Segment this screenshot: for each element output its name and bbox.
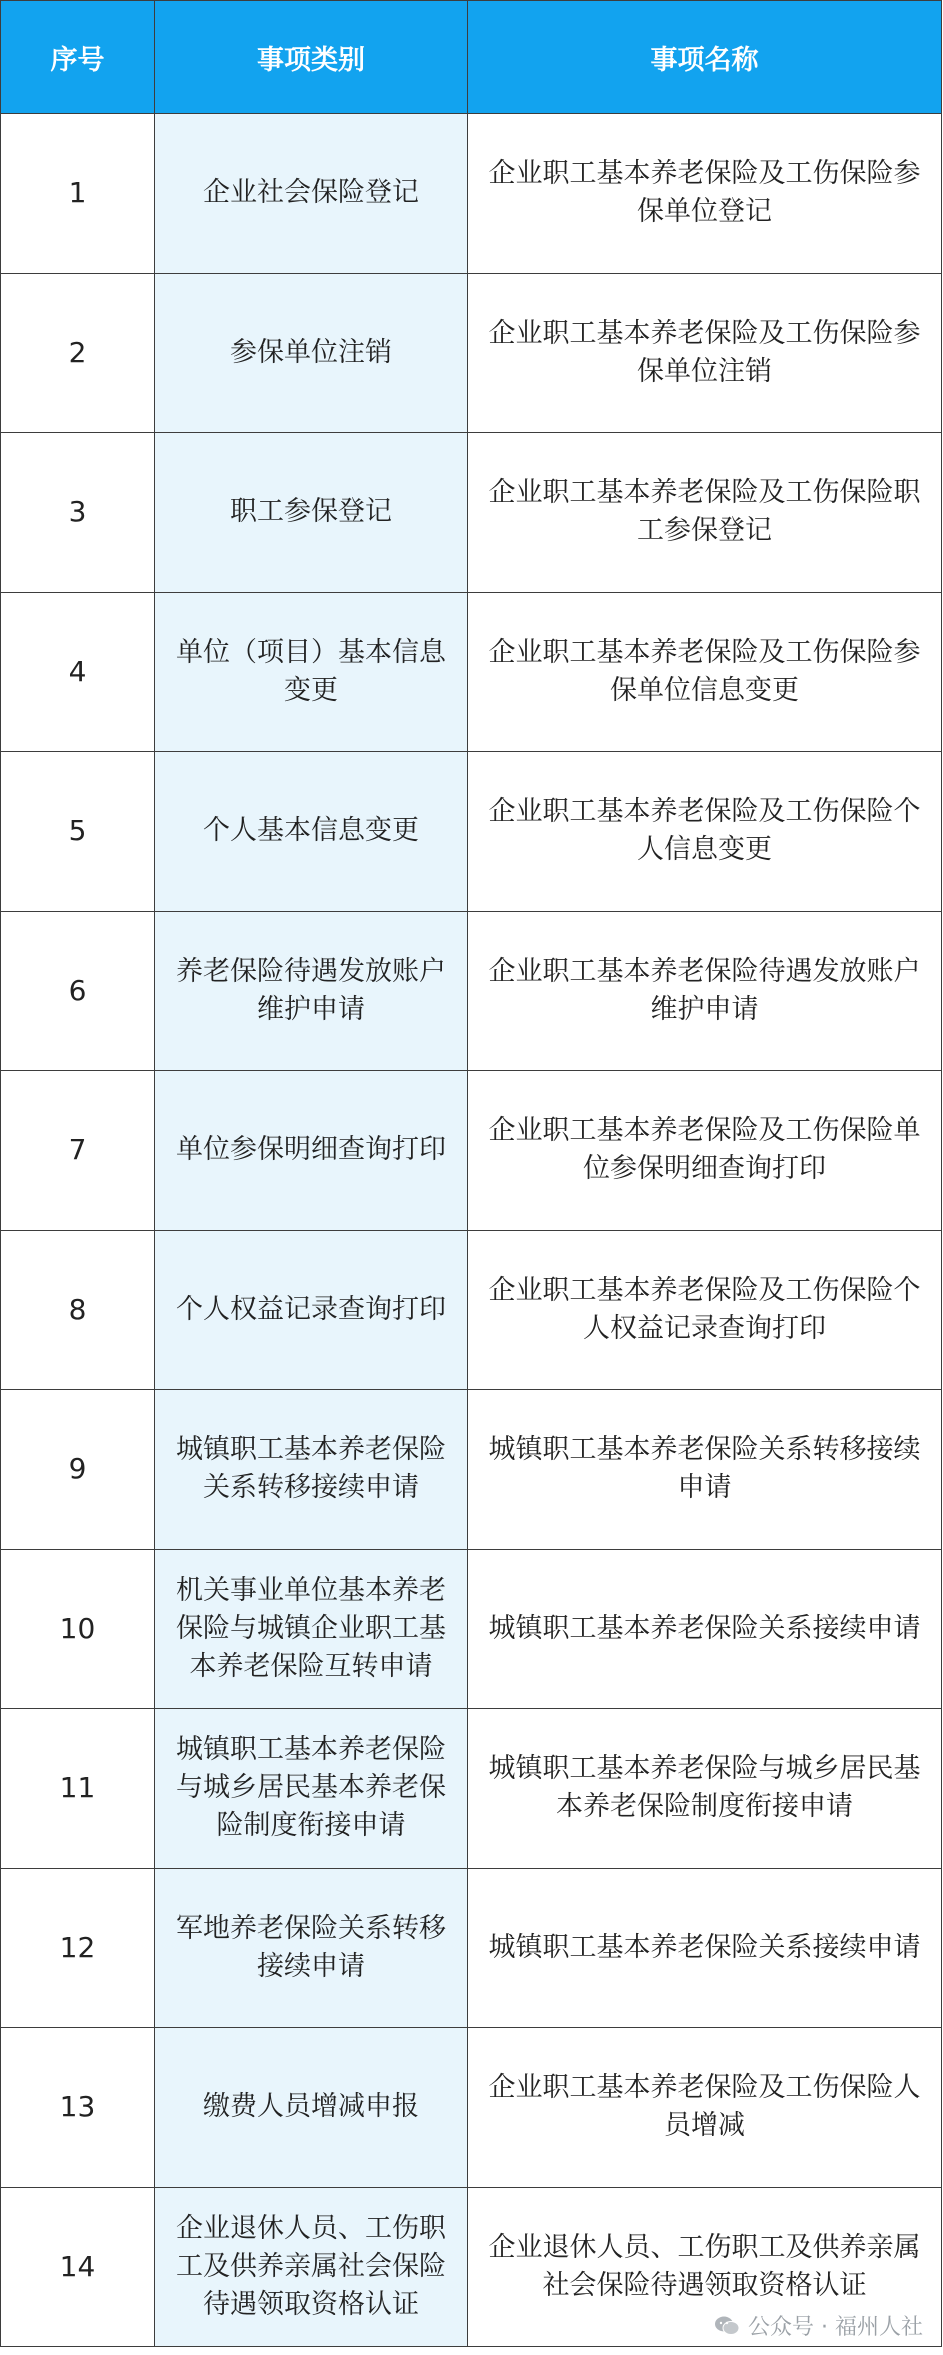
table-row xyxy=(1,2028,942,2188)
serial-number-cell: 6 xyxy=(1,911,155,1071)
item-name-cell: 城镇职工基本养老保险与城乡居民基本养老保险制度衔接申请 xyxy=(468,1709,942,1869)
serial-number-cell: 2 xyxy=(1,273,155,433)
category-cell: 单位（项目）基本信息变更 xyxy=(155,592,468,752)
table-row xyxy=(1,273,942,433)
item-name-cell: 企业职工基本养老保险及工伤保险参保单位注销 xyxy=(468,273,942,433)
serial-number-cell: 7 xyxy=(1,1071,155,1231)
serial-number-cell: 1 xyxy=(1,114,155,274)
item-name-cell: 城镇职工基本养老保险关系接续申请 xyxy=(468,1868,942,2028)
category-cell: 企业社会保险登记 xyxy=(155,114,468,274)
category-cell: 养老保险待遇发放账户维护申请 xyxy=(155,911,468,1071)
serial-number-cell: 9 xyxy=(1,1390,155,1550)
item-name-cell: 企业职工基本养老保险及工伤保险参保单位登记 xyxy=(468,114,942,274)
item-name-cell: 城镇职工基本养老保险关系转移接续申请 xyxy=(468,1390,942,1550)
item-name-cell: 企业职工基本养老保险及工伤保险参保单位信息变更 xyxy=(468,592,942,752)
category-cell: 城镇职工基本养老保险关系转移接续申请 xyxy=(155,1390,468,1550)
table-row xyxy=(1,1230,942,1390)
category-cell: 机关事业单位基本养老保险与城镇企业职工基本养老保险互转申请 xyxy=(155,1549,468,1709)
table-row xyxy=(1,1390,942,1550)
header-category: 事项类别 xyxy=(155,1,468,114)
table-row xyxy=(1,1868,942,2028)
category-cell: 个人权益记录查询打印 xyxy=(155,1230,468,1390)
wechat-icon xyxy=(714,2315,740,2337)
item-name-cell: 企业职工基本养老保险及工伤保险个人权益记录查询打印 xyxy=(468,1230,942,1390)
category-cell: 参保单位注销 xyxy=(155,273,468,433)
category-cell: 单位参保明细查询打印 xyxy=(155,1071,468,1231)
serial-number-cell: 11 xyxy=(1,1709,155,1869)
table-row xyxy=(1,911,942,1071)
serial-number-cell: 13 xyxy=(1,2028,155,2188)
item-name-cell: 企业职工基本养老保险及工伤保险个人信息变更 xyxy=(468,752,942,912)
table-row xyxy=(1,1549,942,1709)
category-cell: 个人基本信息变更 xyxy=(155,752,468,912)
category-cell: 缴费人员增减申报 xyxy=(155,2028,468,2188)
serial-number-cell: 4 xyxy=(1,592,155,752)
item-name-cell: 企业退休人员、工伤职工及供养亲属社会保险待遇领取资格认证 xyxy=(468,2187,942,2347)
table-row xyxy=(1,1709,942,1869)
serial-number-cell: 10 xyxy=(1,1549,155,1709)
item-name-cell: 企业职工基本养老保险及工伤保险职工参保登记 xyxy=(468,433,942,593)
item-name-cell: 企业职工基本养老保险及工伤保险单位参保明细查询打印 xyxy=(468,1071,942,1231)
table-row xyxy=(1,114,942,274)
serial-number-cell: 8 xyxy=(1,1230,155,1390)
serial-number-cell: 5 xyxy=(1,752,155,912)
table-row xyxy=(1,1071,942,1231)
category-cell: 军地养老保险关系转移接续申请 xyxy=(155,1868,468,2028)
table-body xyxy=(1,114,942,2347)
item-name-cell: 企业职工基本养老保险待遇发放账户维护申请 xyxy=(468,911,942,1071)
item-name-cell: 企业职工基本养老保险及工伤保险人员增减 xyxy=(468,2028,942,2188)
item-name-cell: 城镇职工基本养老保险关系接续申请 xyxy=(468,1549,942,1709)
serial-number-cell: 12 xyxy=(1,1868,155,2028)
table-row xyxy=(1,592,942,752)
header-item-name: 事项名称 xyxy=(468,1,942,114)
table-header-row xyxy=(1,1,942,114)
serial-number-cell: 14 xyxy=(1,2187,155,2347)
category-cell: 职工参保登记 xyxy=(155,433,468,593)
header-serial-number: 序号 xyxy=(1,1,155,114)
table-row xyxy=(1,433,942,593)
table-row xyxy=(1,752,942,912)
category-cell: 城镇职工基本养老保险与城乡居民基本养老保险制度衔接申请 xyxy=(155,1709,468,1869)
watermark-text: 公众号 · 福州人社 xyxy=(748,2315,923,2340)
category-cell: 企业退休人员、工伤职工及供养亲属社会保险待遇领取资格认证 xyxy=(155,2187,468,2347)
watermark xyxy=(714,2310,923,2341)
serial-number-cell: 3 xyxy=(1,433,155,593)
